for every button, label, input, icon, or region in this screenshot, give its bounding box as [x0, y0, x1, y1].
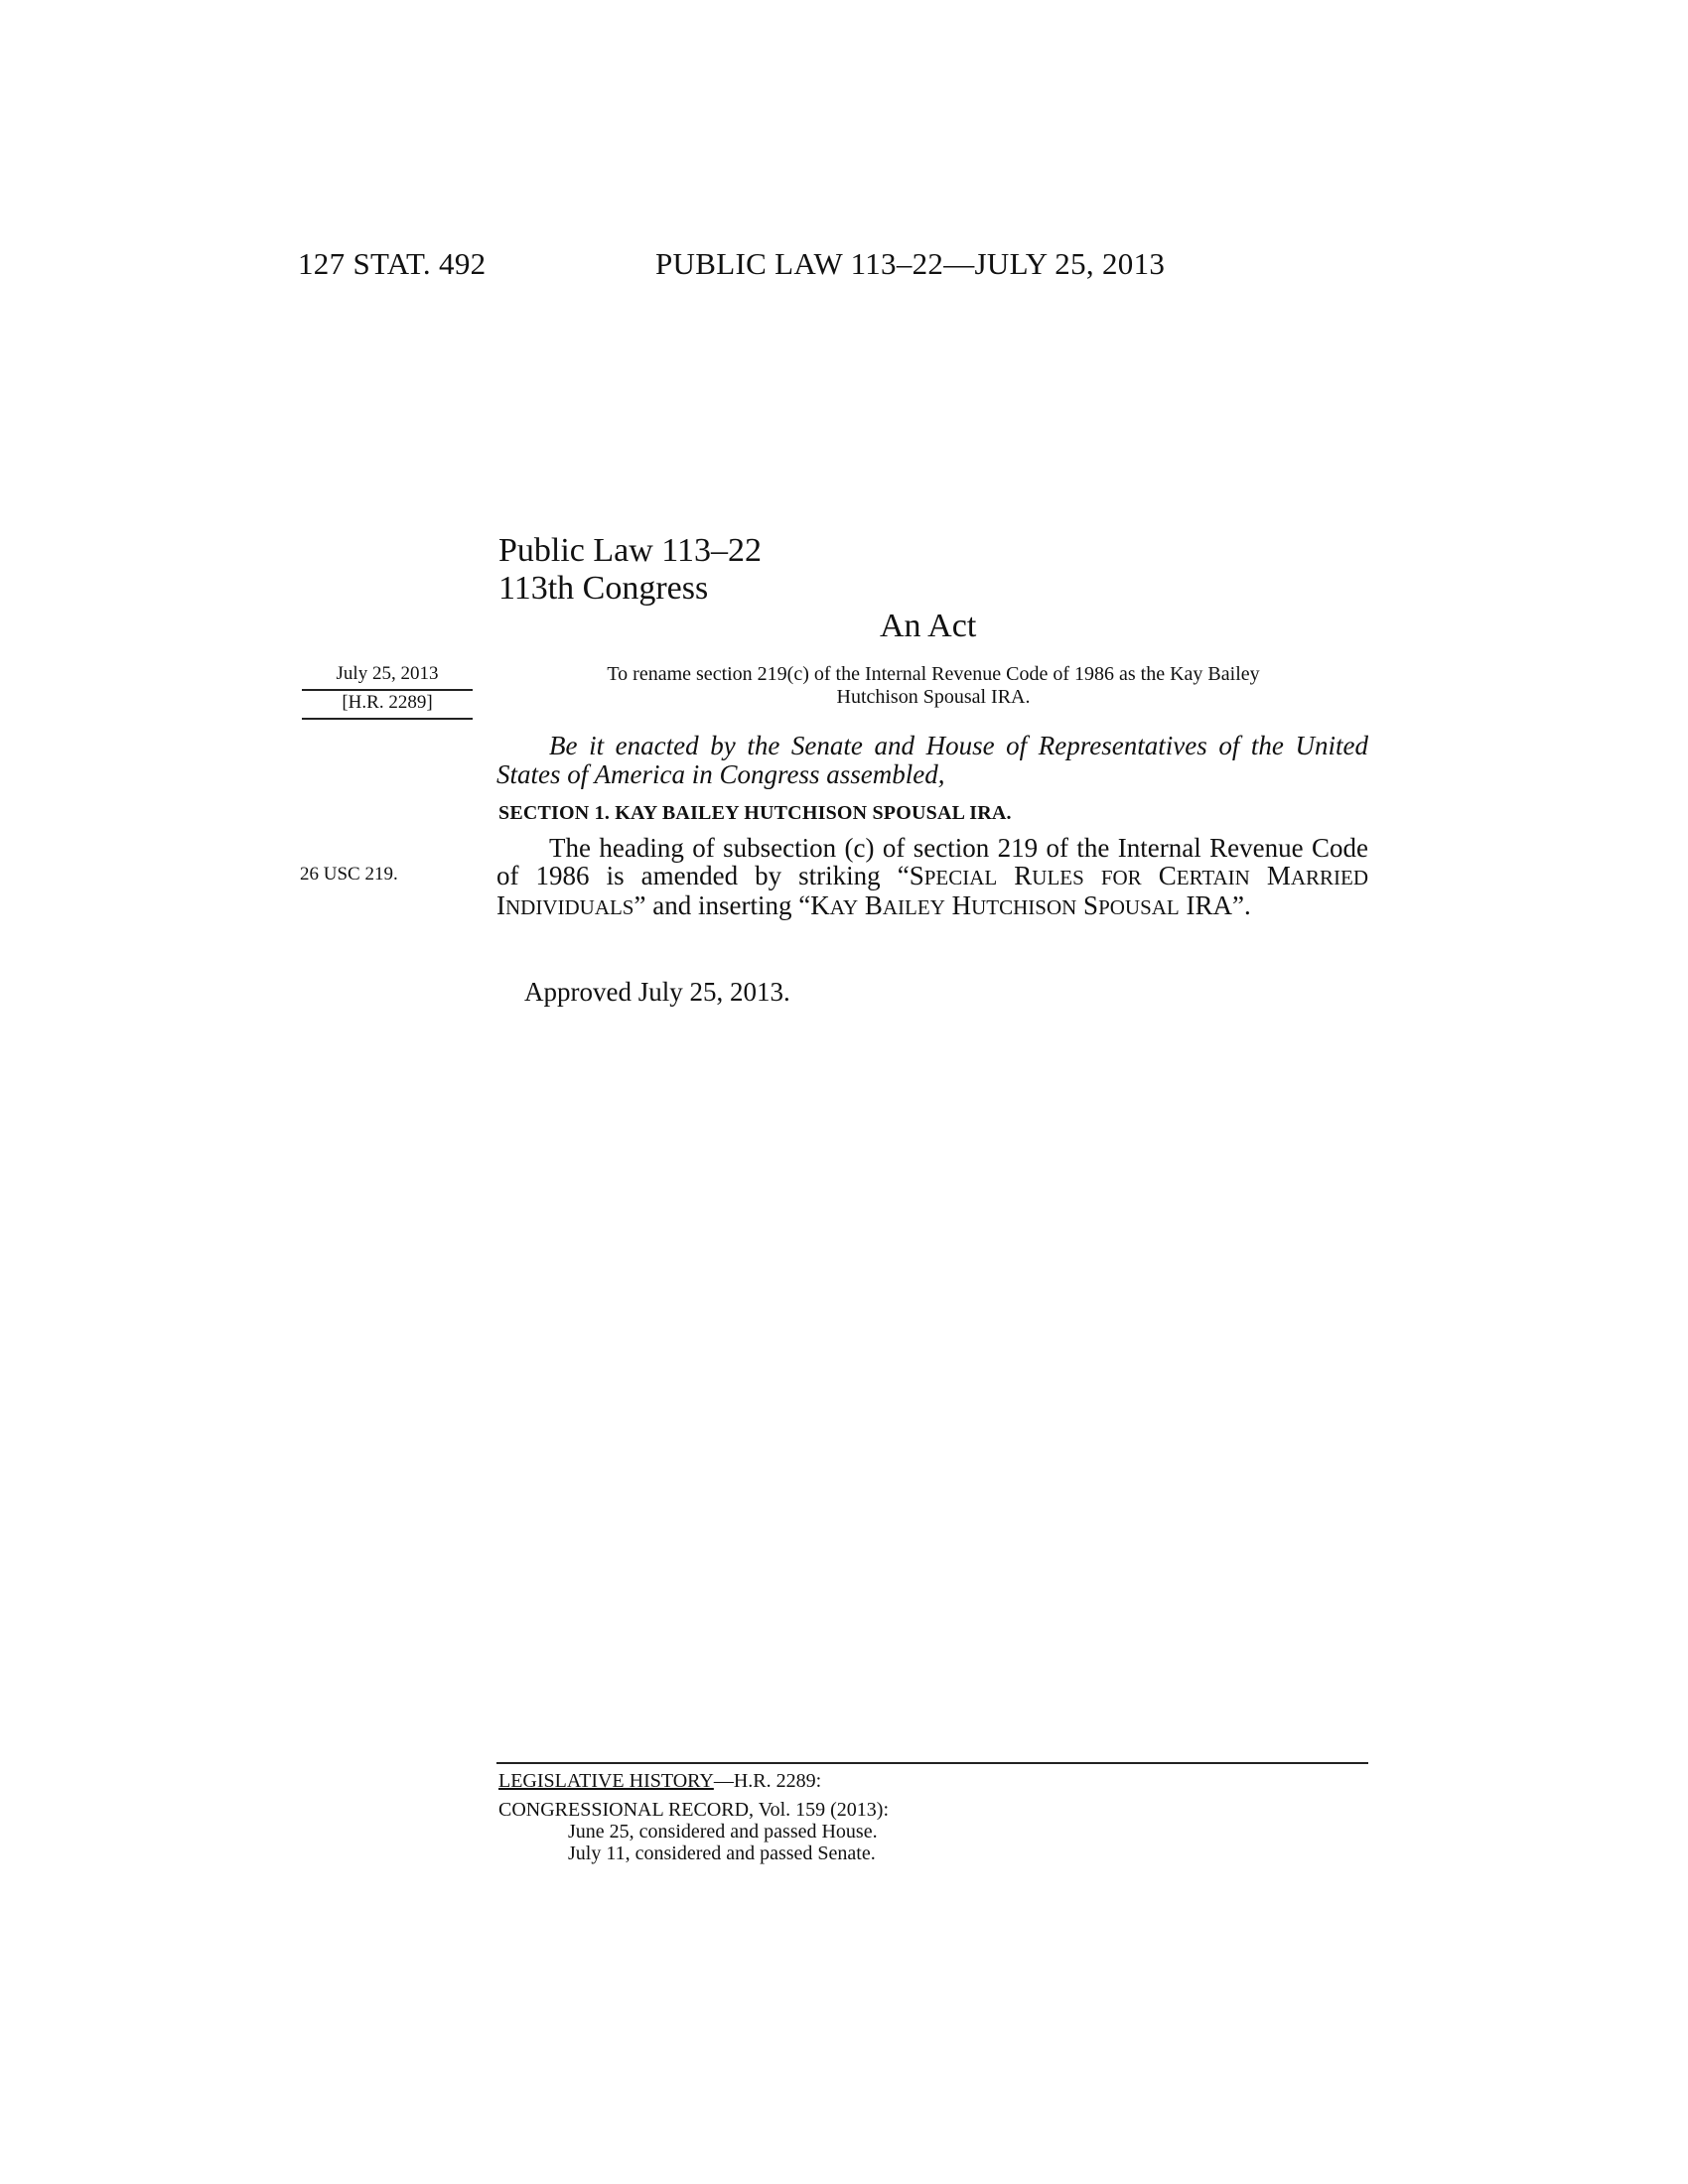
small-caps-word: FOR [1100, 866, 1142, 889]
small-caps-word: SPOUSAL [1083, 890, 1180, 920]
public-law-number: Public Law 113–22 [498, 532, 763, 569]
purpose-line: Hutchison Spousal IRA. [836, 686, 1031, 708]
act-purpose [496, 663, 1370, 709]
purpose-line: To rename section 219(c) of the Internal Revenue Code of 1986 as the Kay Bailey [607, 663, 1260, 685]
small-caps-word: KAY [810, 890, 859, 920]
footnote-rule [496, 1762, 1368, 1764]
margin-rule [302, 718, 473, 720]
section-text-after: ”. [1232, 890, 1251, 920]
inserted-heading [810, 890, 1232, 920]
section-body [496, 834, 1368, 921]
small-caps-word: MARRIED [1266, 861, 1369, 890]
small-caps-word: BAILEY [864, 890, 945, 920]
margin-bill-number: [H.R. 2289] [342, 692, 433, 713]
congress-number: 113th Congress [498, 570, 709, 607]
enacting-clause-text: Be it enacted by the Senate and House of Representatives of the United States of America in Congress assembled, [496, 731, 1368, 789]
legislative-history-bill: —H.R. 2289: [713, 1770, 822, 1792]
usc-citation: 26 USC 219. [300, 864, 398, 885]
margin-date: July 25, 2013 [336, 663, 439, 684]
small-caps-word: INDIVIDUALS [496, 890, 634, 920]
approval-line: Approved July 25, 2013. [524, 977, 790, 1007]
margin-rule [302, 689, 473, 691]
small-caps-word: CERTAIN [1158, 861, 1250, 890]
stat-page-reference: 127 STAT. 492 [298, 246, 487, 281]
act-label: An Act [880, 608, 977, 644]
running-title: PUBLIC LAW 113–22—JULY 25, 2013 [655, 246, 1166, 281]
legislative-history-label: LEGISLATIVE HISTORY [498, 1770, 714, 1792]
section-text-middle: ” and inserting “ [633, 890, 811, 920]
enacting-clause [496, 732, 1368, 789]
history-entry: July 11, considered and passed Senate. [568, 1843, 876, 1864]
history-entry: June 25, considered and passed House. [568, 1821, 878, 1843]
congressional-record-citation: CONGRESSIONAL RECORD, Vol. 159 (2013): [498, 1799, 889, 1821]
legislative-history-heading [498, 1770, 821, 1792]
section-heading: SECTION 1. KAY BAILEY HUTCHISON SPOUSAL IRA. [498, 802, 1012, 824]
small-caps-word: SPECIAL [909, 861, 998, 890]
section-text-before: The heading of subsection (c) of section 219 of the Internal Revenue Code of 1986 is amended by striking “ [496, 833, 1368, 890]
small-caps-word: HUTCHISON [951, 890, 1077, 920]
small-caps-word: RULES [1014, 861, 1084, 890]
small-caps-word: IRA [1186, 890, 1232, 920]
